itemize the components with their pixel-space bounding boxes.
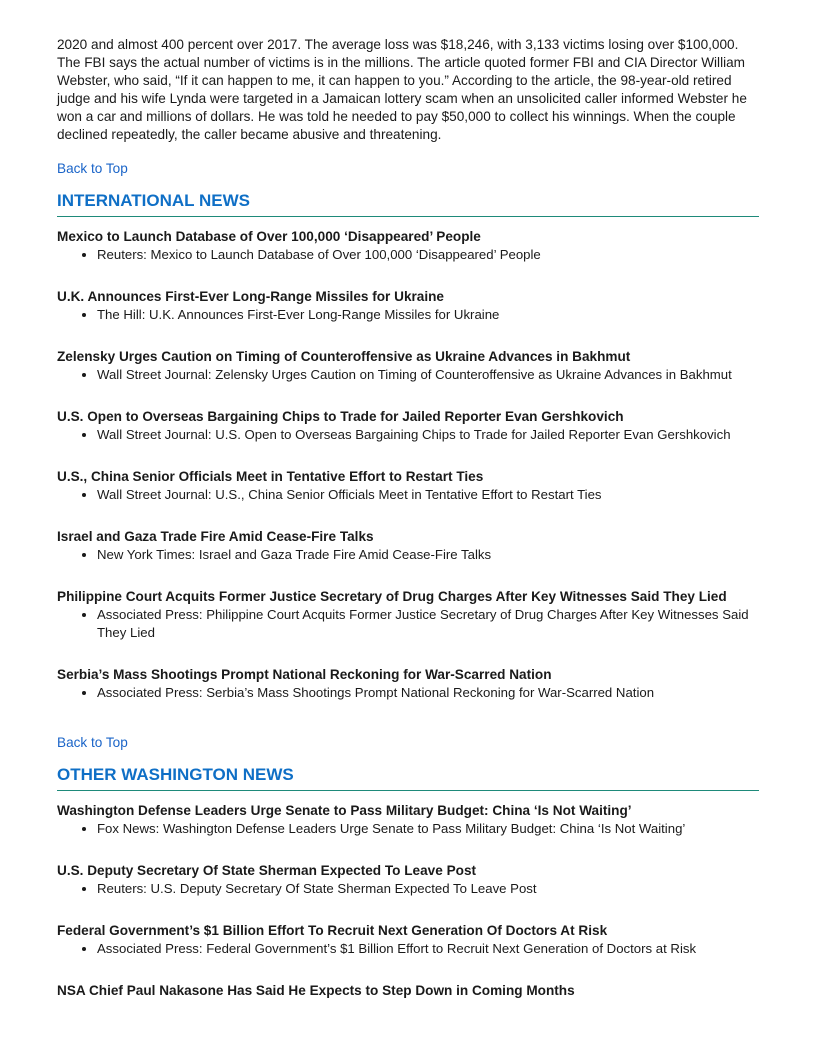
story-link[interactable]: • Wall Street Journal: U.S. Open to Overseas Bargaining Chips to Trade for Jailed Reporter Evan Gershkovich <box>97 426 759 444</box>
news-story <box>57 288 759 324</box>
story-title: U.S. Deputy Secretary Of State Sherman Expected To Leave Post <box>57 863 477 878</box>
story-link[interactable]: • New York Times: Israel and Gaza Trade Fire Amid Cease-Fire Talks <box>97 546 759 564</box>
news-story <box>57 802 759 838</box>
news-story <box>57 588 759 642</box>
story-links <box>57 940 759 958</box>
story-link[interactable]: • Associated Press: Federal Government’s $1 Billion Effort to Recruit Next Generation of Doctors at Risk <box>97 940 759 958</box>
intro-paragraph: 2020 and almost 400 percent over 2017. The average loss was $18,246, with 3,133 victims losing over $100,000. The FBI says the actual number of victims is in the millions. The article quoted former FBI and CIA Director William Webster, who said, “If it can happen to me, it can happen to you.” According to the article, the 98-year-old retired judge and his wife Lynda were targeted in a Jamaican lottery scam when an unsolicited caller informed Webster he won a car and millions of dollars. He was told he needed to pay $50,000 to collect his winnings. When the couple declined repeatedly, the caller became abusive and threatening. <box>57 37 747 142</box>
story-links <box>57 684 759 702</box>
story-title: Israel and Gaza Trade Fire Amid Cease-Fire Talks <box>57 529 374 544</box>
story-title: Federal Government’s $1 Billion Effort To Recruit Next Generation Of Doctors At Risk <box>57 923 608 938</box>
news-story <box>57 468 759 504</box>
section-title-washington: OTHER WASHINGTON NEWS <box>57 764 759 791</box>
back-to-top-link[interactable]: Back to Top <box>57 161 128 176</box>
story-link[interactable]: • Fox News: Washington Defense Leaders Urge Senate to Pass Military Budget: China ‘Is Not Waiting’ <box>97 820 759 838</box>
story-title: U.K. Announces First-Ever Long-Range Missiles for Ukraine <box>57 289 444 304</box>
story-title: Mexico to Launch Database of Over 100,000 ‘Disappeared’ People <box>57 229 481 244</box>
story-links <box>57 306 759 324</box>
news-story <box>57 348 759 384</box>
story-link[interactable]: • The Hill: U.K. Announces First-Ever Long-Range Missiles for Ukraine <box>97 306 759 324</box>
section-title-international: INTERNATIONAL NEWS <box>57 190 759 217</box>
news-story <box>57 528 759 564</box>
story-links <box>57 606 759 642</box>
news-story <box>57 862 759 898</box>
story-title: NSA Chief Paul Nakasone Has Said He Expects to Step Down in Coming Months <box>57 983 575 998</box>
news-story <box>57 408 759 444</box>
story-link[interactable]: • Reuters: Mexico to Launch Database of Over 100,000 ‘Disappeared’ People <box>97 246 759 264</box>
story-title: U.S., China Senior Officials Meet in Tentative Effort to Restart Ties <box>57 469 484 484</box>
news-story <box>57 922 759 958</box>
story-link[interactable]: • Associated Press: Serbia’s Mass Shootings Prompt National Reckoning for War-Scarred Nation <box>97 684 759 702</box>
story-links <box>57 246 759 264</box>
story-links <box>57 820 759 838</box>
story-title: Serbia’s Mass Shootings Prompt National Reckoning for War-Scarred Nation <box>57 667 552 682</box>
story-links <box>57 426 759 444</box>
story-title: U.S. Open to Overseas Bargaining Chips to Trade for Jailed Reporter Evan Gershkovich <box>57 409 624 424</box>
washington-stories <box>57 802 759 1000</box>
story-links <box>57 486 759 504</box>
news-story <box>57 982 759 1000</box>
story-links <box>57 366 759 384</box>
story-title: Washington Defense Leaders Urge Senate to Pass Military Budget: China ‘Is Not Waiting’ <box>57 803 632 818</box>
story-link[interactable]: • Reuters: U.S. Deputy Secretary Of State Sherman Expected To Leave Post <box>97 880 759 898</box>
story-link[interactable]: • Wall Street Journal: Zelensky Urges Caution on Timing of Counteroffensive as Ukraine Advances in Bakhmut <box>97 366 759 384</box>
story-links <box>57 880 759 898</box>
story-link[interactable]: • Associated Press: Philippine Court Acquits Former Justice Secretary of Drug Charges After Key Witnesses Said They Lied <box>97 606 759 642</box>
back-to-top-link[interactable]: Back to Top <box>57 735 128 750</box>
news-story <box>57 228 759 264</box>
international-stories <box>57 228 759 702</box>
story-title: Zelensky Urges Caution on Timing of Counteroffensive as Ukraine Advances in Bakhmut <box>57 349 631 364</box>
news-story <box>57 666 759 702</box>
story-links <box>57 546 759 564</box>
story-title: Philippine Court Acquits Former Justice Secretary of Drug Charges After Key Witnesses Said They Lied <box>57 589 727 604</box>
story-link[interactable]: • Wall Street Journal: U.S., China Senior Officials Meet in Tentative Effort to Restart Ties <box>97 486 759 504</box>
